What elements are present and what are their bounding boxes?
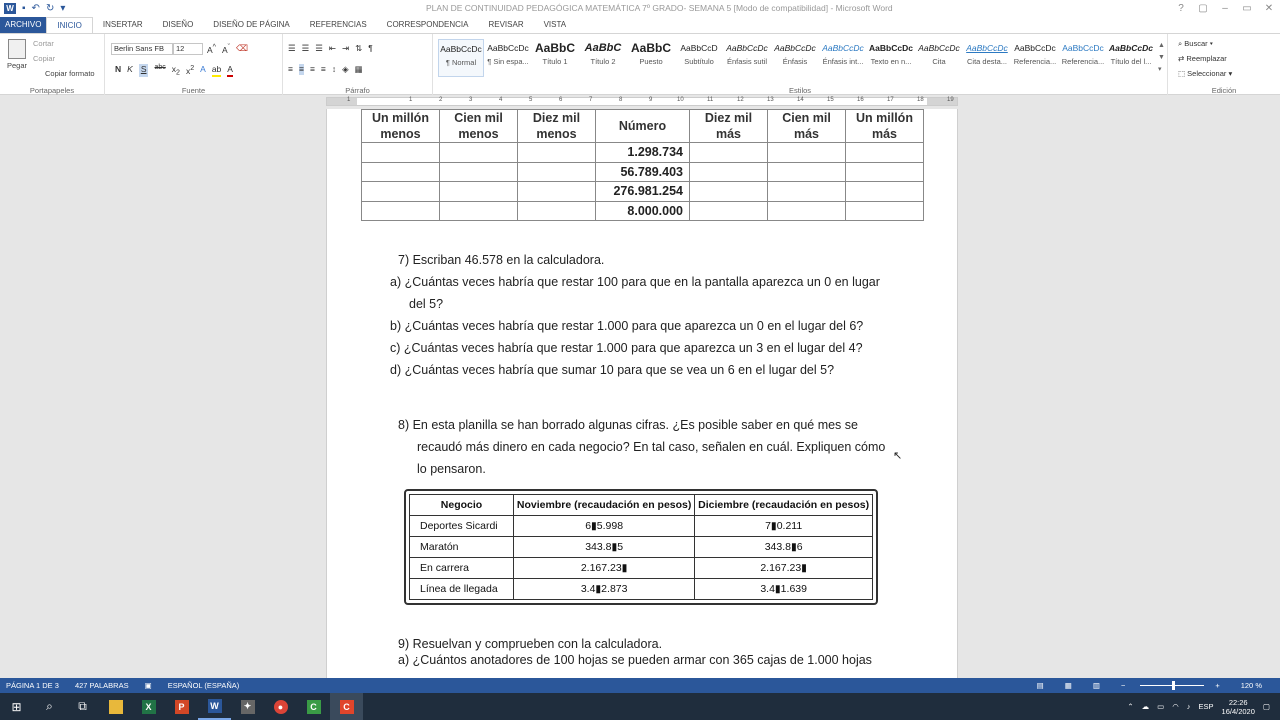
font-format-buttons — [115, 64, 233, 77]
style-name: ¶ Sin espa... — [487, 57, 529, 66]
q8-line2: recaudó más dinero en cada negocio? En tal caso, señalen en cuál. Expliquen cómo — [417, 440, 886, 454]
table-cell[interactable] — [690, 162, 768, 182]
zoom-controls — [1031, 678, 1272, 693]
header-line: más — [793, 127, 820, 141]
close-button[interactable]: ✕ — [1264, 3, 1274, 14]
header-line: Un millón — [372, 111, 429, 125]
horizontal-ruler[interactable] — [326, 97, 958, 106]
ruler-number: 8 — [619, 97, 623, 103]
table-header-row — [362, 110, 924, 143]
font-color-icon[interactable]: A — [227, 64, 233, 77]
style-sin-espaciado[interactable] — [485, 39, 531, 77]
subscript-icon[interactable]: $x_2$ — [171, 64, 180, 77]
paste-label: Pegar — [6, 61, 27, 70]
clipboard-label: Portapapeles — [29, 86, 75, 95]
line-spacing-icon[interactable]: ↕ — [331, 64, 337, 74]
table-header — [768, 110, 846, 143]
table-cell[interactable] — [362, 162, 440, 182]
strikethrough-icon[interactable]: abc — [154, 64, 166, 71]
table-cell[interactable] — [690, 182, 768, 202]
style-name: Subtítulo — [684, 57, 714, 66]
table-cell-number[interactable]: 56.789.403 — [596, 162, 690, 182]
tab-archivo[interactable]: ARCHIVO — [0, 17, 46, 33]
header-line: Cien mil — [454, 111, 503, 125]
style-sample: AaBbCcDc — [774, 43, 816, 53]
zoom-level[interactable]: 120 % — [1240, 681, 1262, 690]
italic-icon[interactable]: K — [127, 64, 133, 74]
tab-revisar[interactable]: REVISAR — [488, 20, 524, 29]
table-cell[interactable] — [846, 182, 924, 202]
tab-referencias[interactable]: REFERENCIAS — [309, 20, 367, 29]
copy-button[interactable]: Copiar — [33, 54, 56, 63]
search-icon[interactable]: ⌕ — [46, 699, 53, 713]
clock-time: 22:26 — [1228, 697, 1248, 707]
editing-label: Edición — [1211, 86, 1237, 95]
table-row — [410, 515, 873, 536]
table-cell[interactable] — [768, 201, 846, 221]
style-name: Título 2 — [590, 57, 616, 66]
find-button[interactable]: ⌕ Buscar ▾ — [1178, 39, 1213, 48]
q7-b: b) ¿Cuántas veces habría que restar 1.000 para que aparezca un 0 en el lugar del 6? — [390, 319, 864, 333]
windows-start-icon[interactable]: ⊞ — [11, 699, 22, 714]
style-sample: AaBbCcDc — [918, 43, 960, 53]
table-cell[interactable] — [518, 182, 596, 202]
header-line: más — [715, 127, 742, 141]
style-sample: AaBbCcDc — [487, 43, 529, 53]
q9-a: a) ¿Cuántos anotadores de 100 hojas se pueden armar con 365 cajas de 1.000 hojas — [398, 653, 872, 667]
text-effects-icon[interactable]: A — [200, 64, 206, 74]
proofing-icon[interactable]: ▣ — [144, 681, 152, 690]
font-name-select[interactable]: Berlin Sans FB — [111, 43, 173, 55]
header-line: menos — [536, 127, 577, 141]
undo-icon[interactable]: ↶ — [31, 3, 40, 14]
numbers-table — [361, 109, 924, 221]
editing-group — [1168, 34, 1280, 96]
header-line: más — [871, 127, 898, 141]
table-cell: Línea de llegada — [410, 578, 514, 599]
zoom-out-button[interactable]: − — [1120, 681, 1126, 690]
table-row — [410, 557, 873, 578]
word-icon[interactable]: W — [198, 693, 231, 720]
styles-group — [433, 34, 1168, 96]
revenue-table — [409, 494, 873, 600]
redo-icon[interactable]: ↻ — [45, 3, 55, 14]
align-center-icon[interactable]: ≡ — [298, 64, 304, 74]
style-sample: AaBbCcDc — [869, 43, 913, 53]
table-cell: En carrera — [410, 557, 514, 578]
ruler-number: 16 — [857, 97, 864, 103]
multilevel-list-icon[interactable]: ☰ — [315, 43, 323, 53]
status-bar — [0, 678, 1280, 693]
table-cell: 3.4▮2.873 — [514, 578, 695, 599]
table-cell[interactable] — [362, 143, 440, 163]
style-sample: AaBbC — [584, 42, 622, 54]
word-logo-icon[interactable]: W — [4, 3, 16, 14]
ruler-number: 5 — [529, 97, 533, 103]
table-cell[interactable] — [440, 182, 518, 202]
table-cell[interactable] — [768, 143, 846, 163]
mouse-cursor-icon: ↖ — [893, 450, 903, 462]
save-icon[interactable]: ▪ — [22, 3, 26, 14]
ruler-left-margin — [327, 98, 357, 105]
table-cell[interactable] — [440, 162, 518, 182]
style-titulo-1[interactable] — [532, 39, 578, 77]
table-header — [518, 110, 596, 143]
ruler-number: 11 — [707, 97, 714, 103]
table-row — [362, 201, 924, 221]
style-sample: AaBbC — [630, 41, 671, 55]
ruler-number: 1 — [409, 97, 413, 103]
search-icon: ⌕ — [1178, 39, 1185, 48]
page-count[interactable]: PÁGINA 1 DE 3 — [6, 681, 59, 690]
style-name: Énfasis sutil — [726, 57, 768, 66]
battery-icon[interactable]: ▭ — [1157, 702, 1165, 711]
table-cell-number[interactable]: 8.000.000 — [596, 201, 690, 221]
ruler-number: 3 — [469, 97, 473, 103]
window-controls — [1170, 0, 1280, 17]
table-header — [846, 110, 924, 143]
style-titulo-libro[interactable] — [1108, 39, 1154, 77]
style-name: Título del l... — [1110, 57, 1152, 66]
print-layout-icon[interactable]: ▦ — [1064, 681, 1072, 690]
minimize-button[interactable]: – — [1222, 3, 1228, 14]
ruler-number: 4 — [499, 97, 503, 103]
ruler-number: 10 — [677, 97, 684, 103]
table-cell[interactable] — [690, 201, 768, 221]
ruler-number: 17 — [887, 97, 894, 103]
style-name: Puesto — [639, 57, 663, 66]
task-view-icon[interactable]: ⧉ — [78, 699, 87, 713]
alignment-buttons — [288, 64, 363, 75]
ruler-number: 7 — [589, 97, 593, 103]
document-page[interactable] — [326, 109, 958, 678]
tab-diseno[interactable]: DISEÑO — [162, 20, 194, 29]
style-texto-negrita[interactable] — [868, 39, 914, 77]
header-line: Diez mil — [704, 111, 753, 125]
style-referencia-intensa[interactable] — [1060, 39, 1106, 77]
styles-scroll-icon[interactable]: ▲ ▼ ▾ — [1158, 42, 1165, 73]
camtasia-recorder-icon[interactable]: C — [330, 693, 363, 720]
wifi-icon[interactable]: ◠ — [1172, 702, 1179, 711]
list-buttons — [288, 43, 373, 54]
input-language[interactable]: ESP — [1198, 702, 1214, 711]
q8-line1: 8) En esta planilla se han borrado algunas cifras. ¿Es posible saber en qué mes se — [398, 418, 858, 432]
table-cell: Maratón — [410, 536, 514, 557]
bold-icon[interactable]: N — [115, 64, 122, 74]
zoom-slider-thumb[interactable] — [1172, 681, 1175, 690]
table-row — [362, 162, 924, 182]
table-cell[interactable] — [362, 182, 440, 202]
numbering-icon[interactable]: ☰ — [301, 43, 310, 53]
style-sample: AaBbCcDc — [1062, 43, 1104, 53]
table-cell[interactable] — [690, 143, 768, 163]
style-name: Cita — [932, 57, 946, 66]
style-sample: AaBbCcDc — [1014, 43, 1056, 53]
table-cell[interactable] — [846, 162, 924, 182]
q7-a-line2: del 5? — [409, 297, 444, 311]
style-cita[interactable] — [916, 39, 962, 77]
cut-button[interactable]: Cortar — [33, 39, 54, 48]
table-cell[interactable] — [518, 162, 596, 182]
q7-d: d) ¿Cuántas veces habría que sumar 10 para que se vea un 6 en el lugar del 5? — [390, 363, 835, 377]
header-line: Un millón — [856, 111, 913, 125]
justify-icon[interactable]: ≡ — [320, 64, 326, 74]
style-puesto[interactable] — [628, 39, 674, 77]
grow-font-icon[interactable]: A^ — [207, 43, 216, 55]
ribbon — [0, 33, 1280, 95]
maximize-button[interactable]: ▭ — [1242, 3, 1252, 14]
replace-icon: ⇄ — [1178, 54, 1187, 63]
ruler-number: 1 — [347, 97, 351, 103]
ruler-number: 13 — [767, 97, 774, 103]
camtasia-icon[interactable]: C — [297, 693, 330, 720]
font-size-buttons — [207, 43, 248, 55]
table-header-row — [410, 495, 873, 516]
style-sample: AaBbC — [534, 41, 575, 55]
table-cell[interactable] — [768, 162, 846, 182]
style-referencia-sutil[interactable] — [1012, 39, 1058, 77]
increase-indent-icon[interactable]: ⇥ — [342, 43, 350, 53]
table-cell-number[interactable]: 1.298.734 — [596, 143, 690, 163]
table-row — [410, 578, 873, 599]
table-header: Negocio — [410, 495, 514, 516]
style-name: Título 1 — [542, 57, 568, 66]
tray-chevron-icon[interactable]: ⌃ — [1127, 702, 1134, 711]
shading-icon[interactable]: ◈ — [342, 64, 349, 74]
style-cita-destacada[interactable] — [964, 39, 1010, 77]
shrink-font-icon[interactable]: $A^ˇ$ — [222, 43, 231, 55]
header-line: Cien mil — [782, 111, 831, 125]
style-name: Énfasis int... — [822, 57, 864, 66]
excel-icon[interactable]: X — [132, 693, 165, 720]
table-cell: 6▮5.998 — [514, 515, 695, 536]
clock-date: 16/4/2020 — [1221, 706, 1255, 716]
table-cell[interactable] — [440, 143, 518, 163]
customize-qat-icon[interactable]: ▾ — [60, 3, 66, 14]
file-explorer-icon[interactable] — [99, 693, 132, 720]
table-header — [362, 110, 440, 143]
table-cell[interactable] — [362, 201, 440, 221]
paragraph-label: Párrafo — [345, 86, 370, 95]
underline-icon[interactable]: S — [139, 64, 149, 77]
language-indicator[interactable]: ESPAÑOL (ESPAÑA) — [167, 681, 240, 690]
header-line: menos — [380, 127, 421, 141]
table-row — [362, 143, 924, 163]
ruler-number: 14 — [797, 97, 804, 103]
table-cell[interactable] — [518, 201, 596, 221]
ruler-number: 2 — [439, 97, 443, 103]
taskbar — [0, 693, 1280, 720]
tab-correspondencia[interactable]: CORRESPONDENCIA — [386, 20, 469, 29]
volume-icon[interactable]: ♪ — [1186, 702, 1191, 711]
style-sample: AaBbCcDc — [822, 43, 864, 53]
zoom-in-button[interactable]: + — [1215, 681, 1220, 690]
style-subtitulo[interactable] — [676, 39, 722, 77]
style-sample: AaBbCcDc — [726, 43, 768, 53]
q7-c: c) ¿Cuántas veces habría que restar 1.000 para que aparezca un 3 en el lugar del 4? — [390, 341, 863, 355]
style-name: Referencia... — [1061, 57, 1105, 66]
paragraph-group — [283, 34, 433, 96]
align-left-icon[interactable]: ≡ — [288, 64, 293, 74]
paste-icon — [8, 39, 26, 59]
table-cell: 7▮0.211 — [695, 515, 873, 536]
q8-line3: lo pensaron. — [417, 462, 486, 476]
highlight-icon[interactable]: ab — [212, 64, 221, 77]
web-layout-icon[interactable]: ▥ — [1092, 681, 1100, 690]
styles-label: Estilos — [788, 86, 812, 95]
style-sample: AaBbCcDc — [966, 43, 1008, 53]
style-normal[interactable] — [438, 39, 484, 77]
table-cell[interactable] — [518, 143, 596, 163]
ruler-number: 9 — [649, 97, 653, 103]
style-name: Texto en n... — [870, 57, 912, 66]
style-sample: AaBbCcD — [680, 43, 718, 53]
paste-button[interactable] — [5, 39, 29, 70]
table-row — [362, 182, 924, 202]
superscript-icon[interactable]: $x^2$ — [185, 64, 195, 76]
ruler-number: 12 — [737, 97, 744, 103]
system-tray — [1127, 693, 1280, 720]
show-marks-icon[interactable]: ¶ — [368, 43, 373, 53]
powerpoint-icon[interactable]: P — [165, 693, 198, 720]
style-titulo-2[interactable] — [580, 39, 626, 77]
table-header — [440, 110, 518, 143]
table-header — [690, 110, 768, 143]
header-line: menos — [458, 127, 499, 141]
table-cell[interactable] — [846, 201, 924, 221]
read-mode-icon[interactable]: ▤ — [1036, 681, 1044, 690]
select-icon: ⬚ — [1178, 69, 1188, 78]
ruler-number: 18 — [917, 97, 924, 103]
table-cell[interactable] — [768, 182, 846, 202]
align-right-icon[interactable]: ≡ — [309, 64, 315, 74]
style-enfasis-sutil[interactable] — [724, 39, 770, 77]
header-line: Número — [618, 119, 667, 133]
font-label: Fuente — [181, 86, 206, 95]
style-name: Cita desta... — [966, 57, 1008, 66]
table-cell: 3.4▮1.639 — [695, 578, 873, 599]
window-title: PLAN DE CONTINUIDAD PEDAGÓGICA MATEMÁTICA 7º GRADO- SEMANA 5 [Modo de compatibilidad] - Microsoft Word — [426, 3, 893, 13]
table-header — [596, 110, 690, 143]
style-name: Énfasis — [782, 57, 808, 66]
style-enfasis[interactable] — [772, 39, 818, 77]
replace-label: Reemplazar — [1186, 54, 1227, 63]
zoom-slider[interactable] — [1140, 685, 1204, 686]
word-count[interactable]: 427 PALABRAS — [74, 681, 129, 690]
style-sample: AaBbCcDc — [1109, 43, 1153, 53]
select-label: Seleccionar — [1187, 69, 1227, 78]
table-cell[interactable] — [846, 143, 924, 163]
font-size-select[interactable]: 12 — [173, 43, 203, 55]
replace-button[interactable] — [1178, 54, 1227, 63]
title-bar — [0, 0, 1280, 17]
table-cell[interactable] — [440, 201, 518, 221]
clock[interactable] — [1222, 698, 1255, 716]
document-canvas[interactable] — [0, 109, 1280, 678]
ruler-number: 19 — [947, 97, 954, 103]
select-button[interactable]: ⬚ Seleccionar ▾ — [1178, 69, 1233, 78]
sort-icon[interactable]: ⇅ — [355, 43, 363, 53]
tab-inicio[interactable]: INICIO — [46, 17, 92, 34]
tab-insertar[interactable]: INSERTAR — [102, 20, 143, 29]
clipboard-group — [0, 34, 105, 96]
table-cell: 2.167.23▮ — [514, 557, 695, 578]
onedrive-icon[interactable]: ☁ — [1141, 702, 1150, 711]
chrome-icon[interactable]: ● — [264, 693, 297, 720]
font-group — [105, 34, 283, 96]
table-cell: 343.8▮6 — [695, 536, 873, 557]
table-header: Noviembre (recaudación en pesos) — [514, 495, 695, 516]
borders-icon[interactable]: ▦ — [354, 64, 363, 74]
q7-title: 7) Escriban 46.578 en la calculadora. — [398, 253, 605, 267]
notifications-icon[interactable]: ▢ — [1262, 702, 1270, 711]
table-cell: Deportes Sicardi — [410, 515, 514, 536]
revenue-table-image[interactable] — [404, 489, 878, 605]
clear-format-icon[interactable]: ⌫ — [236, 43, 249, 53]
table-row — [410, 536, 873, 557]
tab-vista[interactable]: VISTA — [543, 20, 567, 29]
ruler-number: 15 — [827, 97, 834, 103]
header-line: Diez mil — [532, 111, 581, 125]
style-name: Referencia... — [1013, 57, 1057, 66]
geogebra-icon[interactable]: ✦ — [231, 693, 264, 720]
decrease-indent-icon[interactable]: ⇤ — [328, 43, 336, 53]
table-header: Diciembre (recaudación en pesos) — [695, 495, 873, 516]
ruler-number: 6 — [559, 97, 563, 103]
q7-a-line1: a) ¿Cuántas veces habría que restar 100 para que en la pantalla aparezca un 0 en lugar — [390, 275, 880, 289]
style-enfasis-intenso[interactable] — [820, 39, 866, 77]
tab-diseno-pagina[interactable]: DISEÑO DE PÁGINA — [213, 20, 290, 29]
ribbon-tabs — [0, 17, 1280, 33]
table-cell: 343.8▮5 — [514, 536, 695, 557]
format-painter-button[interactable]: Copiar formato — [45, 69, 95, 78]
help-button[interactable]: ? — [1178, 3, 1184, 14]
style-name: ¶ Normal — [445, 58, 477, 67]
find-label: Buscar — [1184, 39, 1208, 48]
bullets-icon[interactable]: ☰ — [288, 43, 296, 53]
table-cell-number[interactable]: 276.981.254 — [596, 182, 690, 202]
table-cell: 2.167.23▮ — [695, 557, 873, 578]
quick-access-toolbar — [0, 3, 200, 14]
style-sample: AaBbCcDc — [440, 44, 482, 54]
ribbon-display-button[interactable]: ▢ — [1198, 3, 1208, 14]
q9-title: 9) Resuelvan y comprueben con la calculadora. — [398, 637, 663, 651]
